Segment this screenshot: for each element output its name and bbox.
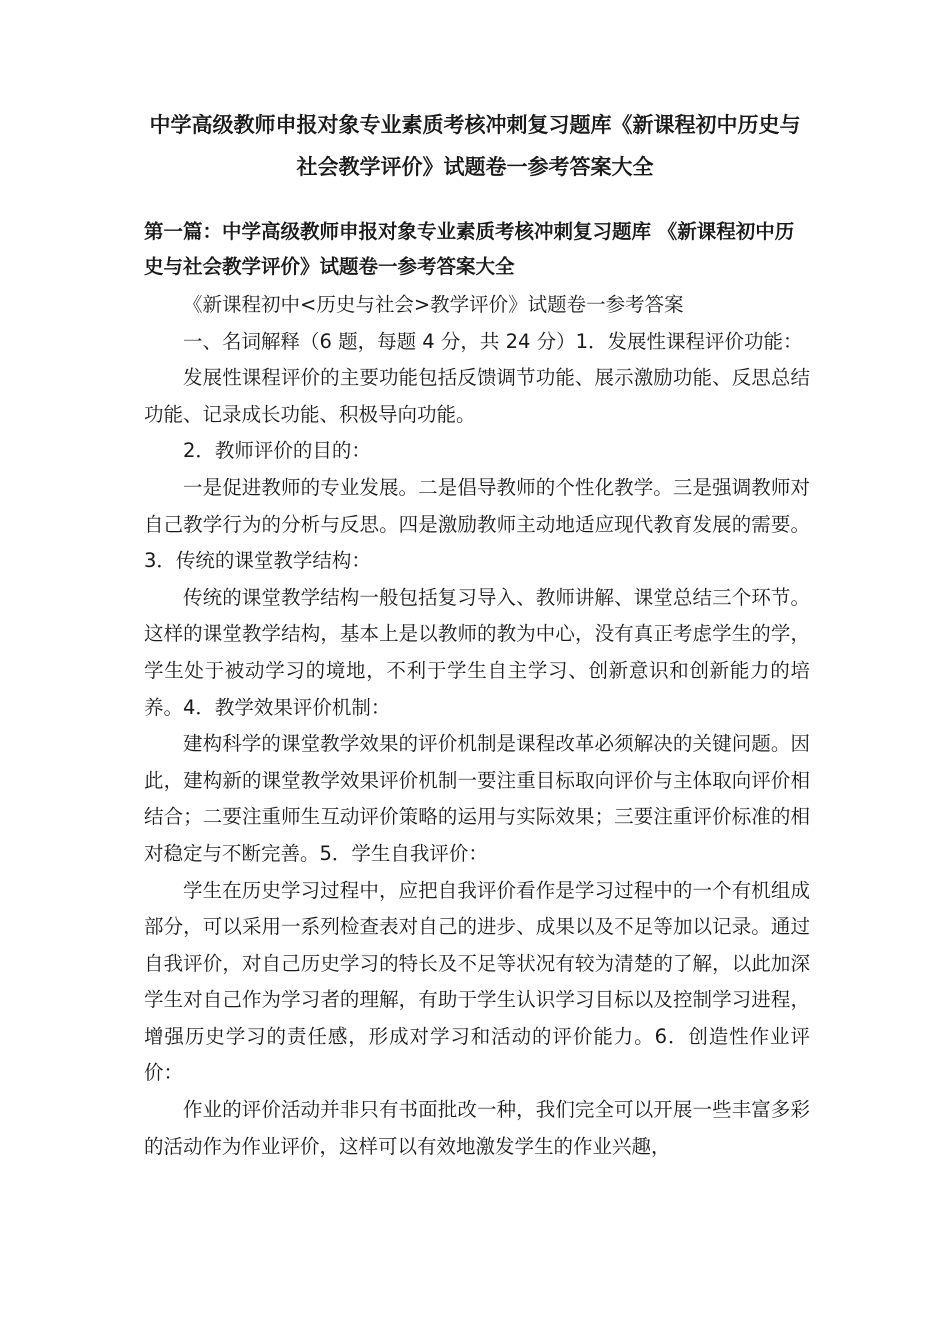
body-text (144, 287, 810, 1165)
paragraph: 《新课程初中<历史与社会>教学评价》试题卷一参考答案 (183, 293, 684, 316)
paragraph: 传统的课堂教学结构一般包括复习导入、教师讲解、课堂总结三个环节。这样的课堂教学结构，基本上是以教师的教为中心，没有真正考虑学生的学，学生处于被动学习的境地，不利于学生自主学习、创新意识和创新能力的培养。4．教学效果评价机制： (144, 585, 810, 719)
paragraph: 学生在历史学习过程中，应把自我评价看作是学习过程中的一个有机组成部分，可以采用一系列检查表对自己的进步、成果以及不足等加以记录。通过自我评价，对自己历史学习的特长及不足等状况有较为清楚的了解，以此加深学生对自己作为学习者的理解，有助于学生认识学习目标以及控制学习进程，增强历史学习的责任感，形成对学习和活动的评价能力。6．创造性作业评价： (144, 878, 810, 1085)
paragraph: 2．教师评价的目的： (183, 439, 371, 463)
section-heading: 第一篇：中学高级教师申报对象专业素质考核冲刺复习题库 《新课程初中历史与社会教学评价》试题卷一参考答案大全 (144, 220, 795, 278)
paragraph: 作业的评价活动并非只有书面批改一种，我们完全可以开展一些丰富多彩的活动作为作业评价，这样可以有效地激发学生的作业兴趣， (144, 1098, 810, 1158)
paragraph: 一、名词解释（6 题，每题 4 分，共 24 分）1．发展性课程评价功能： (183, 329, 803, 353)
paragraph: 一是促进教师的专业发展。二是倡导教师的个性化教学。三是强调教师对自己教学行为的分析与反思。四是激励教师主动地适应现代教育发展的需要。3．传统的课堂教学结构： (144, 475, 810, 573)
document-title: 中学高级教师申报对象专业素质考核冲刺复习题库《新课程初中历史与社会教学评价》试题卷一参考答案大全 (149, 113, 801, 179)
paragraph: 建构科学的课堂教学效果的评价机制是课程改革必须解决的关键问题。因此，建构新的课堂教学效果评价机制一要注重目标取向评价与主体取向评价相结合；二要注重师生互动评价策略的运用与实际效果；三要注重评价标准的相对稳定与不断完善。5．学生自我评价： (144, 732, 810, 865)
paragraph: 发展性课程评价的主要功能包括反馈调节功能、展示激励功能、反思总结功能、记录成长功能、积极导向功能。 (144, 366, 810, 426)
